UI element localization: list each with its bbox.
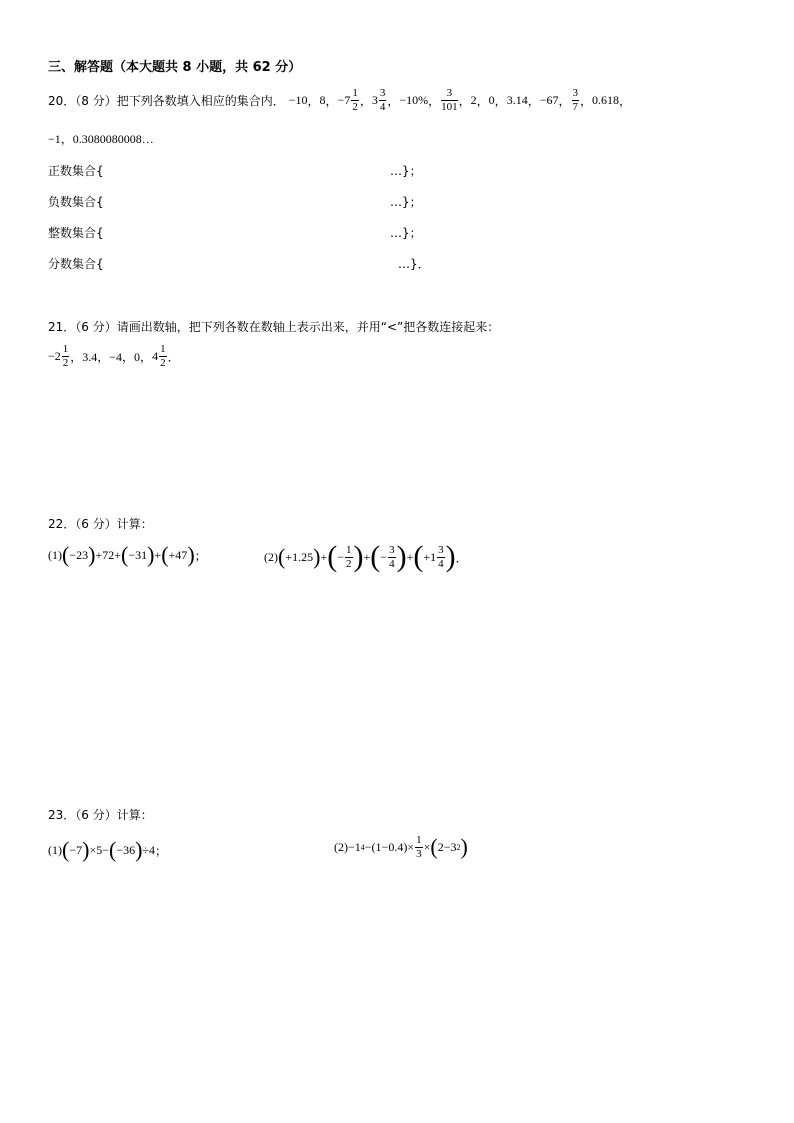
q20-n7: −67	[539, 93, 559, 107]
q22-head: 22．（6 分）计算：	[48, 517, 153, 531]
q23-p2-d-exp: 2	[456, 842, 461, 852]
q23-p1-a: −7	[69, 842, 83, 857]
q22-p2-d-fraction: $\frac{3}{4}$	[438, 543, 444, 570]
q23-p2-c: ×	[423, 839, 431, 854]
q22-p2-end: ．	[455, 550, 468, 565]
q22-p1-a: −23	[69, 547, 89, 562]
q22-p2-a: +1.25	[285, 549, 314, 564]
q22-p1-d: +47	[168, 547, 188, 562]
q23-p1-label: (1)	[48, 842, 62, 857]
q21-numbers	[48, 344, 180, 369]
q21-head: 21．（6 分）请画出数轴，把下列各数在数轴上表示出来，并用“<”把各数连接起来：	[48, 320, 500, 334]
q21-b-whole: 4	[152, 349, 159, 363]
q20-n5: 0	[488, 93, 495, 107]
q22-p1-end: ；	[194, 548, 207, 563]
q23-p1-c: −36	[116, 842, 136, 857]
q23-p2-d: 2−3	[437, 839, 457, 854]
q23-p2-a: −1	[348, 839, 361, 854]
q20-n1: −10	[288, 93, 308, 107]
q22-p1-b: +72+	[95, 547, 121, 562]
set-negative-end: …}；	[390, 195, 422, 209]
q20-n6: 3.14	[506, 93, 528, 107]
q23-p2-a-exp: 4	[360, 842, 365, 852]
set-integer-label: 整数集合{	[48, 226, 104, 240]
q22-p2-c-fraction: $\frac{3}{4}$	[389, 543, 395, 570]
section-heading: 三、解答题（本大题共 8 小题，共 62 分）	[48, 60, 302, 75]
q22-p2-d-whole: +1	[423, 549, 437, 564]
q21-end: ．	[167, 350, 180, 364]
q20-line1: 20．（8 分）把下列各数填入相应的集合内． −10 ， 8 ， −7 $\frac{1}{2}$ ， 3 $\frac{3}{4}$ ， −10% ， $\frac{3}{101}$ ， 2 ， 0 ， 3.14 ， −67 ， $\frac{3}{7}$ ， 0.618 ，	[48, 87, 632, 113]
q22-p2-b-fraction: $\frac{1}{2}$	[346, 543, 352, 570]
q22-part1: (1) ( −23 ) +72+ ( −31 ) + ( +47 ) ；	[48, 542, 207, 567]
q22-p2-label: (2)	[264, 549, 278, 564]
q20-head: 20．（8 分）把下列各数填入相应的集合内．	[48, 94, 285, 108]
q20-n8: 0.618	[592, 93, 620, 107]
set-fraction-label: 分数集合{	[48, 257, 104, 271]
set-fraction-end: …}．	[398, 257, 430, 271]
q23-p2-fraction: $\frac{1}{3}$	[416, 833, 422, 860]
q23-p1-b: ×5−	[89, 842, 109, 857]
q22-p1-c: −31	[128, 547, 148, 562]
q20-f3-fraction: $\frac{3}{101}$	[441, 87, 458, 113]
q20-f4-fraction: $\frac{3}{7}$	[572, 87, 578, 113]
q20-n4: 2	[470, 93, 477, 107]
q22-part2: (2) ( +1.25 ) + ( − $\frac{1}{2}$ ) + ( − $\frac{3}{4}$ ) + ( +1 $\frac{3}{4}$ ) ．	[264, 540, 468, 573]
set-negative-label: 负数集合{	[48, 195, 104, 209]
q23-part1: (1) ( −7 ) ×5− ( −36 ) ÷4 ；	[48, 837, 168, 862]
q20-line2: −1，0.3080080008…	[48, 132, 154, 146]
q21-b-fraction: $\frac{1}{2}$	[160, 343, 166, 369]
q22-p1-label: (1)	[48, 547, 62, 562]
q20-f1-whole: −7	[337, 93, 351, 107]
q20-f2-whole: 3	[371, 93, 378, 107]
q23-p2-label: (2)	[334, 839, 348, 854]
q23-p1-end: ；	[155, 843, 168, 858]
q23-head: 23．（6 分）计算：	[48, 808, 153, 822]
q20-n2: 8	[319, 93, 326, 107]
q23-p2-b: −(1−0.4)×	[364, 839, 415, 854]
q21-a-whole: −2	[48, 349, 61, 363]
set-positive-label: 正数集合{	[48, 164, 104, 178]
set-integer-end: …}；	[390, 226, 422, 240]
q23-part2: (2) −1 4 −(1−0.4)× $\frac{1}{3}$ × ( 2−3 2 )	[334, 833, 468, 860]
q20-f2-fraction: $\frac{3}{4}$	[379, 87, 386, 113]
q23-p1-d: ÷4	[142, 842, 156, 857]
q20-n3: −10%	[399, 93, 429, 107]
q21-a-fraction: $\frac{1}{2}$	[62, 343, 69, 369]
q21-mid: ，3.4，−4，0，	[70, 350, 153, 364]
q20-f1-fraction: $\frac{1}{2}$	[352, 87, 358, 113]
set-positive-end: …}；	[390, 164, 422, 178]
